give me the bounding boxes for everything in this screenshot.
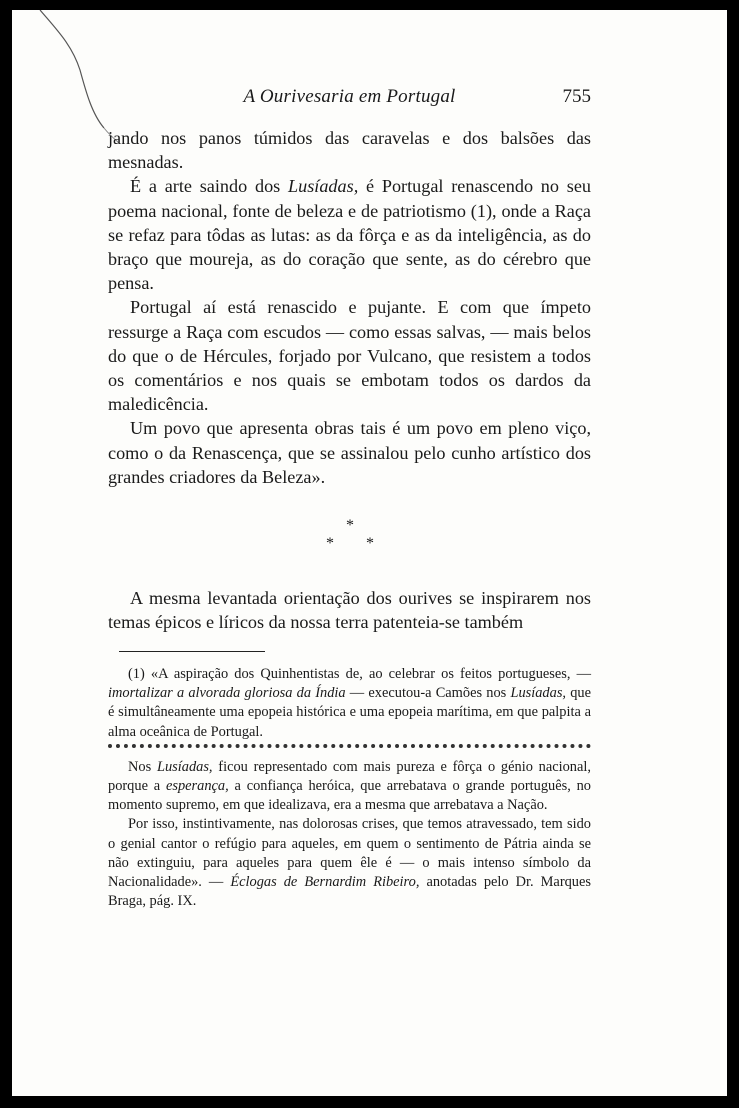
footnote: Nos Lusíadas, ficou representado com mais pureza e fôrça o génio nacional, porque a esperança, a confiança heróica, que arrebatava o grande português, no momento supremo, em que idealizava, era a mesma que arrebatava a Nação. bbox=[108, 758, 591, 814]
footnotes bbox=[108, 665, 591, 911]
paragraph: jando nos panos túmidos das caravelas e dos balsões das mesnadas. bbox=[108, 128, 591, 173]
page-header bbox=[108, 86, 591, 112]
main-text bbox=[108, 126, 591, 489]
main-text-continued bbox=[108, 586, 591, 634]
asterism-separator bbox=[312, 518, 392, 558]
book-title-lusiadas: Lusíadas, bbox=[288, 176, 359, 197]
paragraph: É a arte saindo dos Lusíadas, é Portugal renascendo no seu poema nacional, fonte de beleza e de patriotismo (1), onde a Raça se refaz para tôdas as lutas: as da fôrça e as da inteligência, as do braço que moureja, as do coração que sente, as do cérebro que pensa. bbox=[108, 176, 591, 294]
page-number: 755 bbox=[562, 86, 591, 107]
footnote: (1) «A aspiração dos Quinhentistas de, ao celebrar os feitos portugueses, — imortalizar a alvorada gloriosa da Índia — executou-a Camões nos Lusíadas, que é simultâneamente uma epopeia histórica e uma epopeia marítima, em que palpita a alma oceânica de Portugal. bbox=[108, 666, 591, 740]
paragraph: Portugal aí está renascido e pujante. E com que ímpeto ressurge a Raça com escudos — como essas salvas, — mais belos do que o de Hércules, forjado por Vulcano, que resistem a todos os comentários e nos quais se embotam todos os dardos da maledicência. bbox=[108, 297, 591, 415]
asterisk: * bbox=[326, 535, 334, 552]
asterisk: * bbox=[346, 517, 354, 534]
asterisk: * bbox=[366, 535, 374, 552]
book-page bbox=[12, 10, 727, 1096]
ellipsis-dotted-line bbox=[108, 744, 591, 754]
paragraph: Um povo que apresenta obras tais é um povo em pleno viço, como o da Renascença, que se assinalou pelo cunho artístico dos grandes criadores da Beleza». bbox=[108, 418, 591, 487]
footnote-rule bbox=[119, 651, 265, 652]
footnote: Por isso, instintivamente, nas dolorosas crises, que temos atravessado, tem sido o genial cantor o refúgio para aqueles, em quem o sentimento de Pátria ainda se não extinguiu, para aqueles para quem êle é — o mais intenso símbolo da Nacionalidade». — Éclogas de Bernardim Ribeiro, anotadas pelo Dr. Marques Braga, pág. IX. bbox=[108, 816, 591, 910]
running-title: A Ourivesaria em Portugal bbox=[243, 86, 456, 107]
paragraph: A mesma levantada orientação dos ourives se inspirarem nos temas épicos e líricos da nossa terra patenteia-se também bbox=[108, 588, 591, 633]
